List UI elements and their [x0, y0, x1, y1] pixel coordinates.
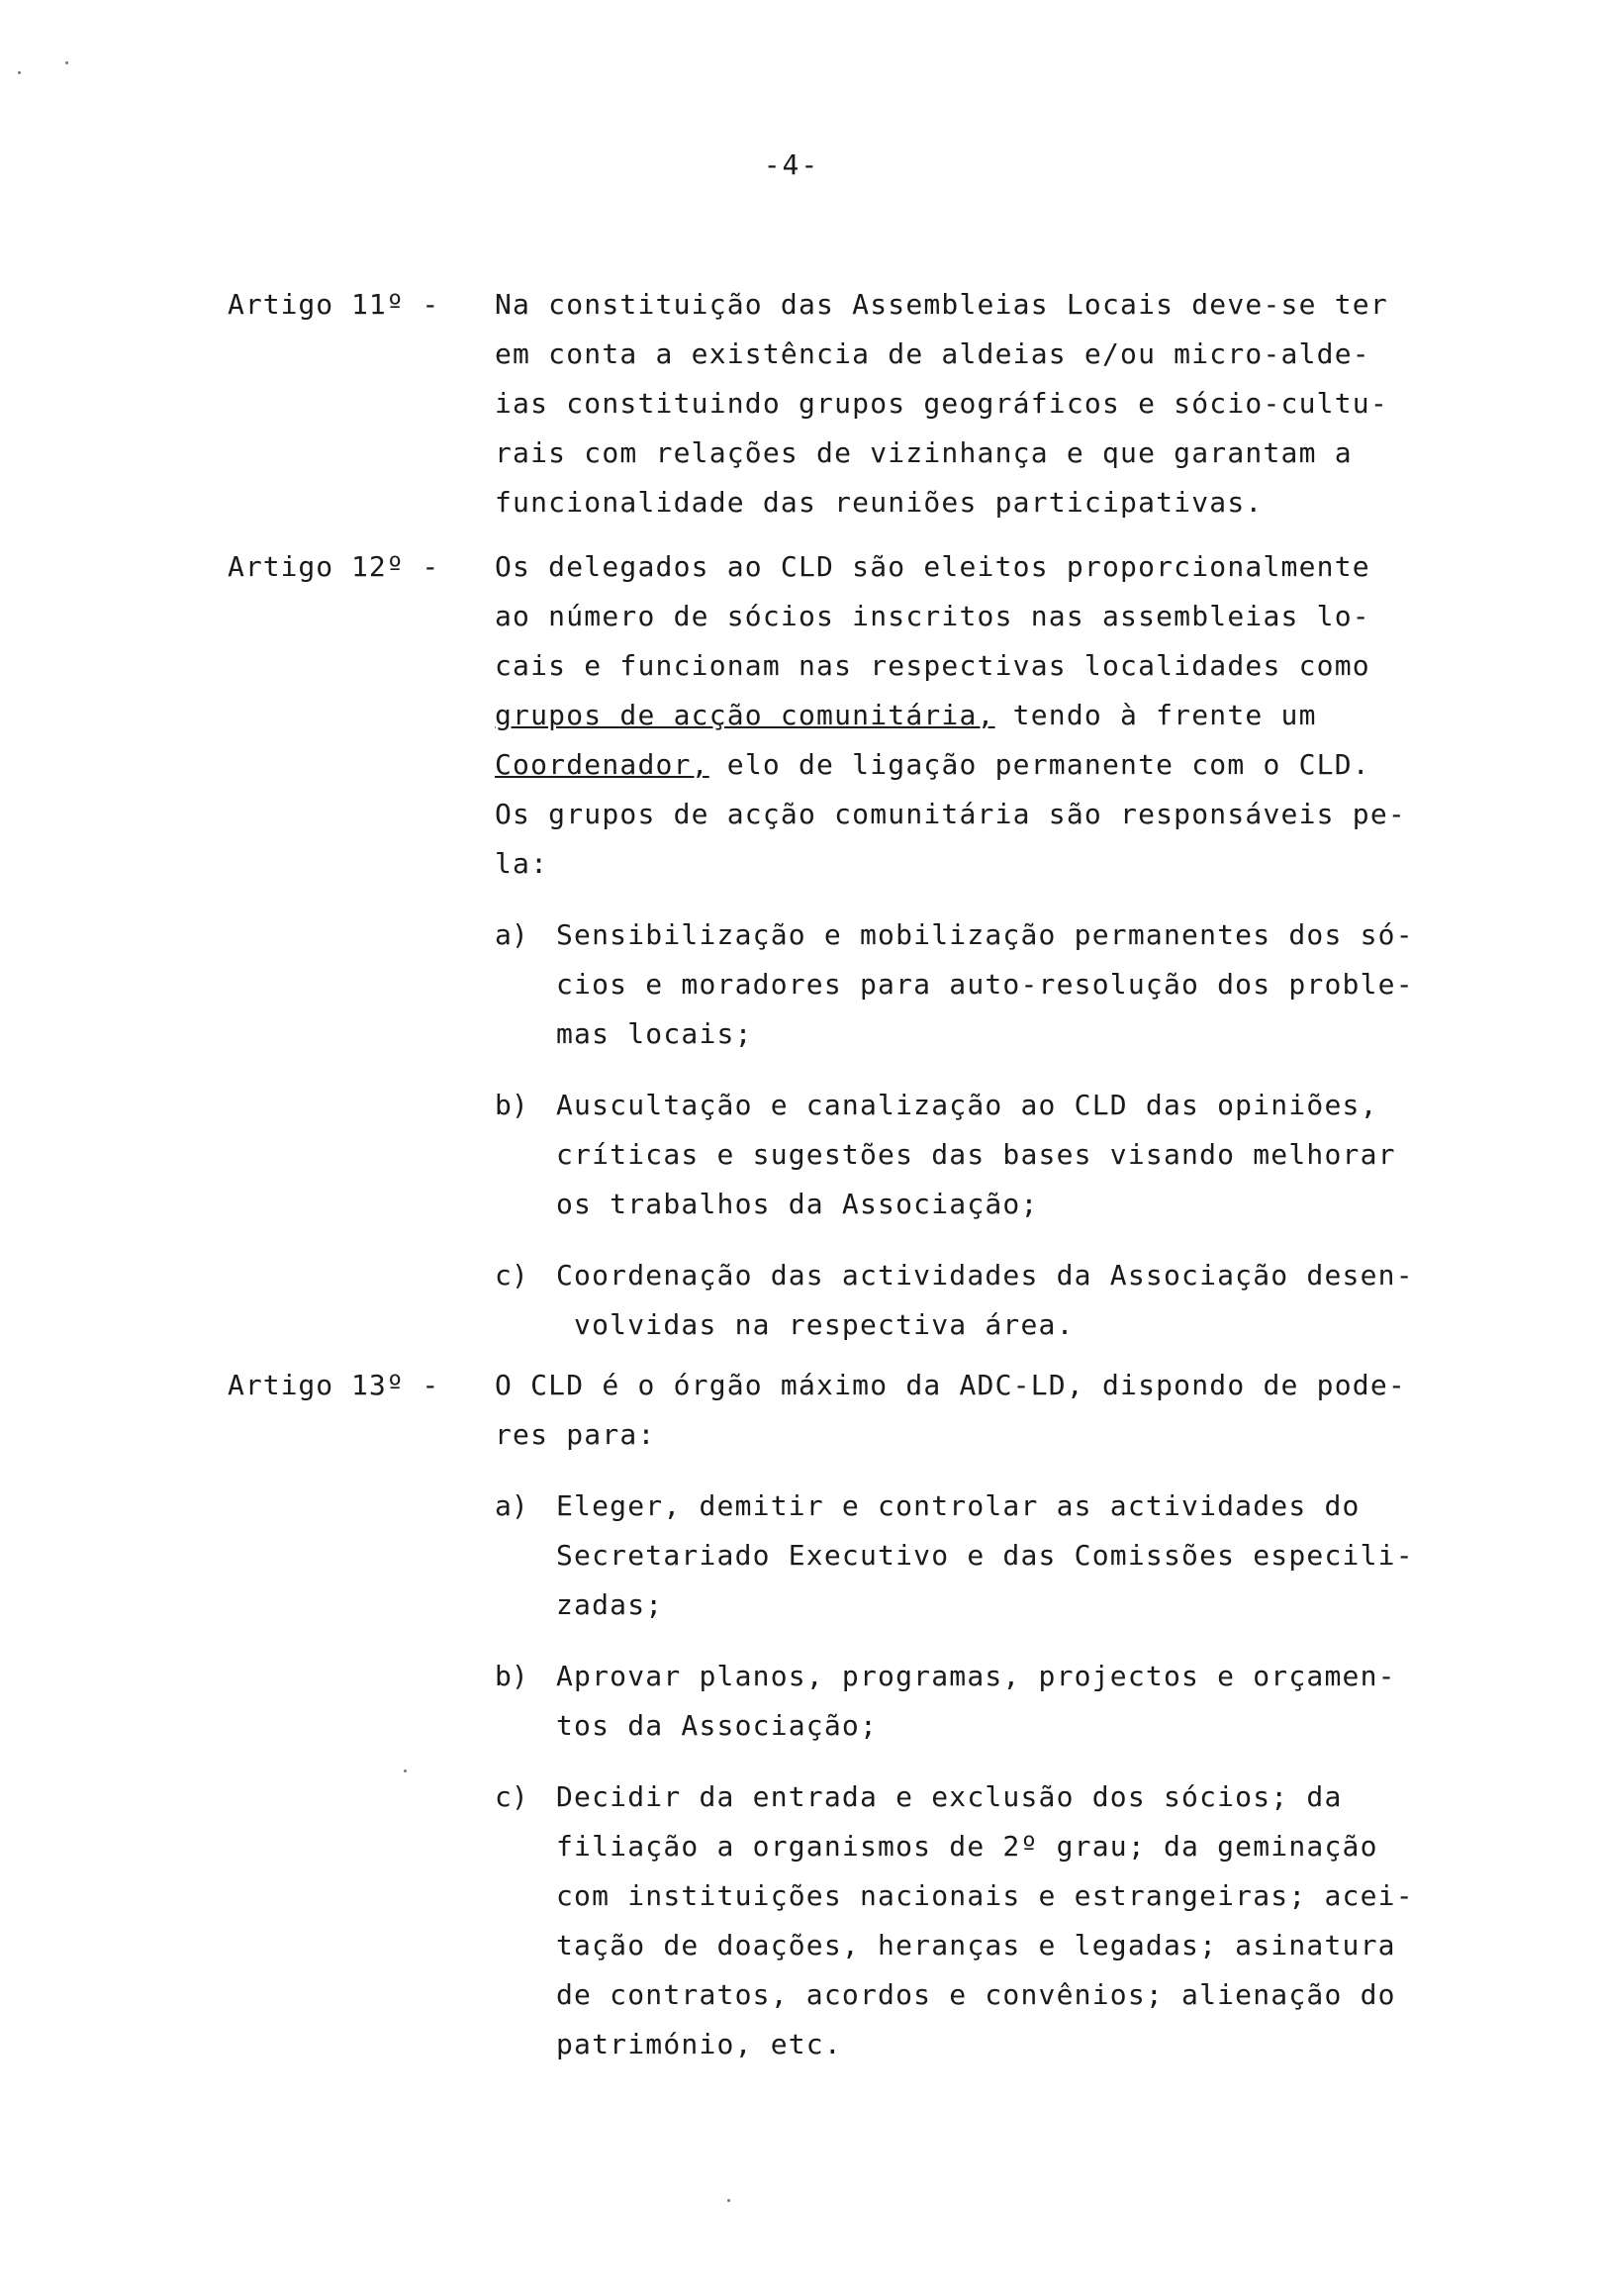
- list-item: [495, 1081, 1544, 1229]
- text-line: cais e funcionam nas respectivas localidades como: [495, 649, 1370, 682]
- text-line: Coordenação das actividades da Associação desen-: [556, 1259, 1414, 1292]
- text-line: [495, 691, 1544, 740]
- text-line: cios e moradores para auto-resolução dos proble-: [556, 968, 1414, 1001]
- scan-speck: [727, 2199, 730, 2202]
- text-line: Os delegados ao CLD são eleitos proporcionalmente: [495, 550, 1370, 583]
- page-number: -4-: [763, 148, 820, 181]
- scan-speck: [18, 71, 21, 74]
- article-label: Artigo 12º -: [228, 550, 440, 583]
- article-12: [228, 542, 1544, 1350]
- text-line: de contratos, acordos e convênios; alienação do: [556, 1978, 1396, 2011]
- text-line: zadas;: [556, 1588, 664, 1621]
- item-letter: b): [495, 1089, 528, 1121]
- scan-speck: [65, 61, 68, 64]
- article-label: Artigo 13º -: [228, 1369, 440, 1401]
- article-body: [495, 1361, 1544, 2069]
- text-line: com instituições nacionais e estrangeiras; acei-: [556, 1879, 1414, 1912]
- text-line: Na constituição das Assembleias Locais deve-se ter: [495, 288, 1388, 321]
- text-line: rais com relações de vizinhança e que garantam a: [495, 436, 1353, 469]
- text-line: Decidir da entrada e exclusão dos sócios; da: [556, 1780, 1343, 1813]
- list-item: [495, 1652, 1544, 1751]
- text-line: Aprovar planos, programas, projectos e orçamen-: [556, 1660, 1396, 1692]
- text-line: tação de doações, heranças e legadas; asinatura: [556, 1929, 1396, 1961]
- text-line: críticas e sugestões das bases visando melhorar: [556, 1138, 1396, 1171]
- list-item: [495, 1251, 1544, 1350]
- item-letter: a): [495, 918, 528, 951]
- text-line: volvidas na respectiva área.: [556, 1308, 1075, 1341]
- text-line: ao número de sócios inscritos nas assembleias lo-: [495, 600, 1370, 632]
- text-fragment: elo de ligação permanente com o CLD.: [708, 748, 1370, 781]
- text-line: tos da Associação;: [556, 1709, 879, 1742]
- underlined-term: grupos de acção comunitária,: [495, 699, 995, 731]
- text-line: Eleger, demitir e controlar as actividades do: [556, 1489, 1361, 1522]
- item-letter: b): [495, 1660, 528, 1692]
- scan-speck: [404, 1770, 407, 1772]
- item-letter: c): [495, 1259, 528, 1292]
- text-line: património, etc.: [556, 2028, 842, 2060]
- item-letter: a): [495, 1489, 528, 1522]
- text-line: mas locais;: [556, 1017, 753, 1050]
- underlined-term: Coordenador,: [495, 748, 709, 781]
- text-line: [495, 740, 1544, 790]
- text-line: O CLD é o órgão máximo da ADC-LD, dispondo de pode-: [495, 1369, 1406, 1401]
- text-line: Secretariado Executivo e das Comissões especili-: [556, 1539, 1414, 1572]
- text-line: la:: [495, 847, 549, 880]
- text-line: res para:: [495, 1418, 656, 1451]
- article-body: [495, 542, 1544, 1350]
- text-line: ias constituindo grupos geográficos e sócio-cultu-: [495, 387, 1388, 420]
- text-fragment: tendo à frente um: [994, 699, 1317, 731]
- article-13: [228, 1361, 1544, 2069]
- list-item: [495, 1772, 1544, 2069]
- list-item: [495, 1482, 1544, 1630]
- text-line: filiação a organismos de 2º grau; da geminação: [556, 1830, 1378, 1863]
- article-label: Artigo 11º -: [228, 288, 440, 321]
- text-line: em conta a existência de aldeias e/ou micro-alde-: [495, 337, 1370, 370]
- text-line: funcionalidade das reuniões participativas.: [495, 486, 1264, 519]
- article-body: [495, 280, 1544, 527]
- item-letter: c): [495, 1780, 528, 1813]
- text-line: Auscultação e canalização ao CLD das opiniões,: [556, 1089, 1378, 1121]
- text-line: Sensibilização e mobilização permanentes dos só-: [556, 918, 1414, 951]
- list-item: [495, 910, 1544, 1059]
- text-line: Os grupos de acção comunitária são responsáveis pe-: [495, 798, 1406, 830]
- article-11: [228, 280, 1544, 527]
- text-line: os trabalhos da Associação;: [556, 1188, 1039, 1220]
